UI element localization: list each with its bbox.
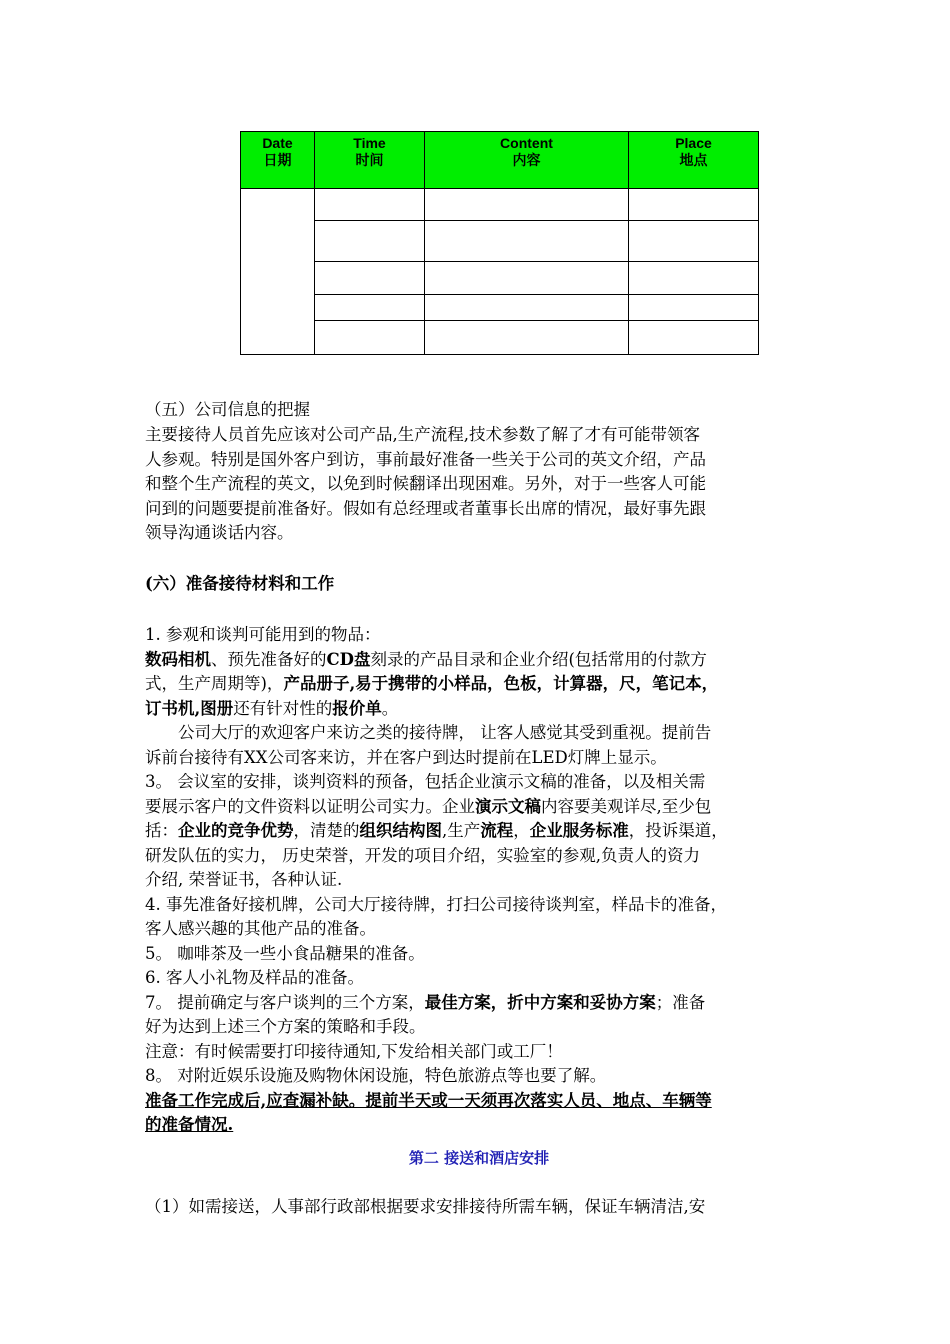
item-5: 5。 咖啡茶及一些小食品糖果的准备。 <box>145 943 425 963</box>
item-1: 1. 参观和谈判可能用到的物品： <box>145 625 381 644</box>
item-3-line-b: 要展示客户的文件资料以证明公司实力。企业演示文稿内容要美观详尽,至少包 <box>145 796 712 816</box>
item-3-line-d: 研发队伍的实力， 历史荣誉，开发的项目介绍，实验室的参观,负责人的资力 <box>145 845 700 865</box>
item-1-line-b: 式，生产周期等)，产品册子,易于携带的小样品，色板，计算器，尺，笔记本， <box>145 674 719 693</box>
header-time: Time 时间 <box>315 132 425 189</box>
header-place: Place 地点 <box>629 132 759 189</box>
item-4-line-a: 4. 事先准备好接机牌，公司大厅接待牌，打扫公司接待谈判室，样品卡的准备， <box>145 894 727 914</box>
section-6-title: (六）准备接待材料和工作 <box>145 574 335 593</box>
item-3-line-a: 3。 会议室的安排，谈判资料的预备，包括企业演示文稿的准备，以及相关需 <box>145 772 706 791</box>
item-4-line-b: 客人感兴趣的其他产品的准备。 <box>145 919 376 938</box>
table-header-row <box>241 132 759 189</box>
item-1-line-c: 订书机,图册还有针对性的报价单。 <box>145 698 399 718</box>
header-date: Date 日期 <box>241 132 315 189</box>
table-row <box>241 221 759 262</box>
table-row <box>241 295 759 321</box>
header-content: Content 内容 <box>425 132 629 189</box>
note: 注意：有时候需要打印接待通知,下发给相关部门或工厂！ <box>145 1041 563 1061</box>
table-row <box>241 321 759 355</box>
part-2-paragraph-1: （1）如需接送，人事部行政部根据要求安排接待所需车辆，保证车辆清洁,安 <box>145 1197 706 1216</box>
part-2-heading: 第二 接送和酒店安排 <box>408 1149 550 1167</box>
section-6-body <box>145 623 813 1138</box>
final-note-line-1: 准备工作完成后,应查漏补缺。提前半天或一天须再次落实人员、地点、车辆等 <box>145 1090 712 1110</box>
item-7-line-b: 好为达到上述三个方案的策略和手段。 <box>145 1017 426 1036</box>
item-7-line-a: 7。 提前确定与客户谈判的三个方案，最佳方案，折中方案和妥协方案；准备 <box>145 992 706 1012</box>
final-note-line-2: 的准备情况. <box>145 1115 234 1134</box>
item-3-line-e: 介绍, 荣誉证书，各种认证. <box>145 870 343 889</box>
item-2-line-b: 诉前台接待有XX公司客来访，并在客户到达时提前在LED灯牌上显示。 <box>145 747 667 767</box>
table-row <box>241 262 759 295</box>
item-3-line-c: 括：企业的竞争优势，清楚的组织结构图,生产流程，企业服务标准，投诉渠道， <box>145 821 728 840</box>
item-1-line-a: 数码相机、预先准备好的CD盘刻录的产品目录和企业介绍(包括常用的付款方 <box>145 649 707 669</box>
schedule-table <box>240 131 759 355</box>
item-2-line-a: 公司大厅的欢迎客户来访之类的接待牌， 让客人感觉其受到重视。提前告 <box>178 723 712 742</box>
section-5-body: 主要接待人员首先应该对公司产品,生产流程,技术参数了解了才有可能带领客 人参观。特别是国外客户到访，事前最好准备一些关于公司的英文介绍，产品 和整个生产流程的英文，以免到时候翻译出现困难。另外，对于一些客人可能 问到的问题要提前准备好。假如有总经理或者董事长出席的情况，最好事先跟 领导沟通谈话内容。 <box>145 425 706 542</box>
table-row <box>241 189 759 221</box>
item-8: 8。 对附近娱乐设施及购物休闲设施，特色旅游点等也要了解。 <box>145 1066 607 1085</box>
section-5-title: （五）公司信息的把握 <box>145 400 310 419</box>
item-6: 6. 客人小礼物及样品的准备。 <box>145 968 364 987</box>
date-cell <box>241 189 315 355</box>
